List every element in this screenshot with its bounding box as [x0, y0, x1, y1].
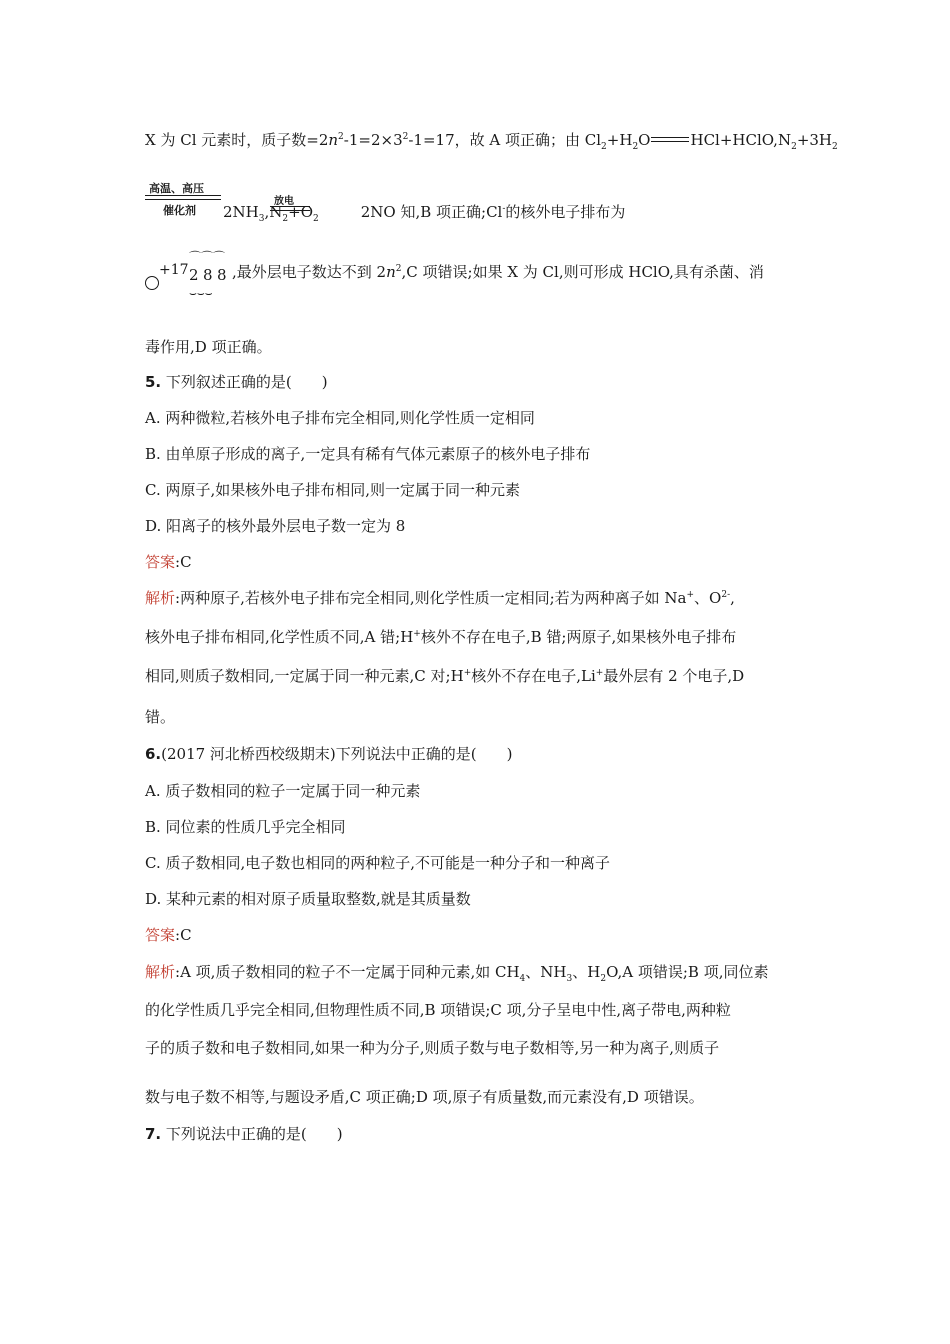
q6-explanation-1: 解析:A 项,质子数相同的粒子不一定属于同种元素,如 $CH_4$、$NH_3$、$H_2O,A$ 项错误;B 项,同位素	[145, 963, 769, 984]
q6-explanation-4: 数与电子数不相等,与题设矛盾,C 项正确;D 项,原子有质量数,而元素没有,D 项错误。	[145, 1088, 704, 1106]
q5-option-b: B. 由单原子形成的离子,一定具有稀有气体元素原子的核外电子排布	[145, 445, 591, 463]
q6-option-a: A. 质子数相同的粒子一定属于同一种元素	[145, 782, 421, 800]
line-4: 毒作用,D 项正确。	[145, 338, 272, 356]
q5-option-a: A. 两种微粒,若核外电子排布完全相同,则化学性质一定相同	[145, 409, 535, 427]
q5-explanation-1: 解析:两种原子,若核外电子排布完全相同,则化学性质一定相同;若为两种离子如 Na+、$O^{2-}$,	[145, 589, 735, 607]
line-2: $2NH_3,N_2+O_2$ 2NO 知,B 项正确;Cl-的核外电子排布为	[223, 203, 626, 224]
nucleus-circle	[145, 276, 159, 290]
line-1: X 为 Cl 元素时，质子数$=2n^2-1=2\times 3^2-1=17$，故 A 项正确；由 $Cl_2+H_2O$ $HCl+HClO,N_2+3H_2$	[145, 131, 838, 152]
q5-answer: 答案:C	[145, 553, 192, 571]
q5-option-c: C. 两原子,如果核外电子排布相同,则一定属于同一种元素	[145, 481, 521, 499]
q5-explanation-4: 错。	[145, 708, 176, 726]
question-5: 5. 下列叙述正确的是( )	[145, 373, 328, 391]
reversible-arrow-icon	[651, 135, 689, 147]
q5-explanation-3: 相同,则质子数相同,一定属于同一种元素,C 对;H+核外不存在电子,Li+最外层有 2 个电子,D	[145, 667, 745, 685]
question-6: 6.(2017 河北桥西校级期末)下列说法中正确的是( )	[145, 745, 513, 763]
discharge-condition-arrow: 放电	[270, 192, 310, 214]
q6-explanation-3: 子的质子数和电子数相同,如果一种为分子,则质子数与电子数相等,另一种为离子,则质子	[145, 1039, 720, 1057]
q5-option-d: D. 阳离子的核外最外层电子数一定为 8	[145, 517, 406, 535]
q6-answer: 答案:C	[145, 926, 192, 944]
atom-structure-diagram: +17 ⌒⌒⌒ 2 8 8 ⌣⌣⌣	[145, 248, 235, 304]
q6-option-b: B. 同位素的性质几乎完全相同	[145, 818, 346, 836]
question-7: 7. 下列说法中正确的是( )	[145, 1125, 343, 1143]
q6-explanation-2: 的化学性质几乎完全相同,但物理性质不同,B 项错误;C 项,分子呈电中性,离子带电,两种粒	[145, 1001, 731, 1019]
line-3: ,最外层电子数达不到 $2n^2,C$ 项错误;如果 X 为 Cl,则可形成 HClO,具有杀菌、消	[232, 263, 764, 281]
q6-option-c: C. 质子数相同,电子数也相同的两种粒子,不可能是一种分子和一种离子	[145, 854, 611, 872]
q6-option-d: D. 某种元素的相对原子质量取整数,就是其质量数	[145, 890, 471, 908]
q5-explanation-2: 核外电子排布相同,化学性质不同,A 错;H+核外不存在电子,B 错;两原子,如果核外电子排布	[145, 628, 737, 646]
reaction-condition-arrow: 高温、高压 催化剂	[145, 180, 221, 214]
